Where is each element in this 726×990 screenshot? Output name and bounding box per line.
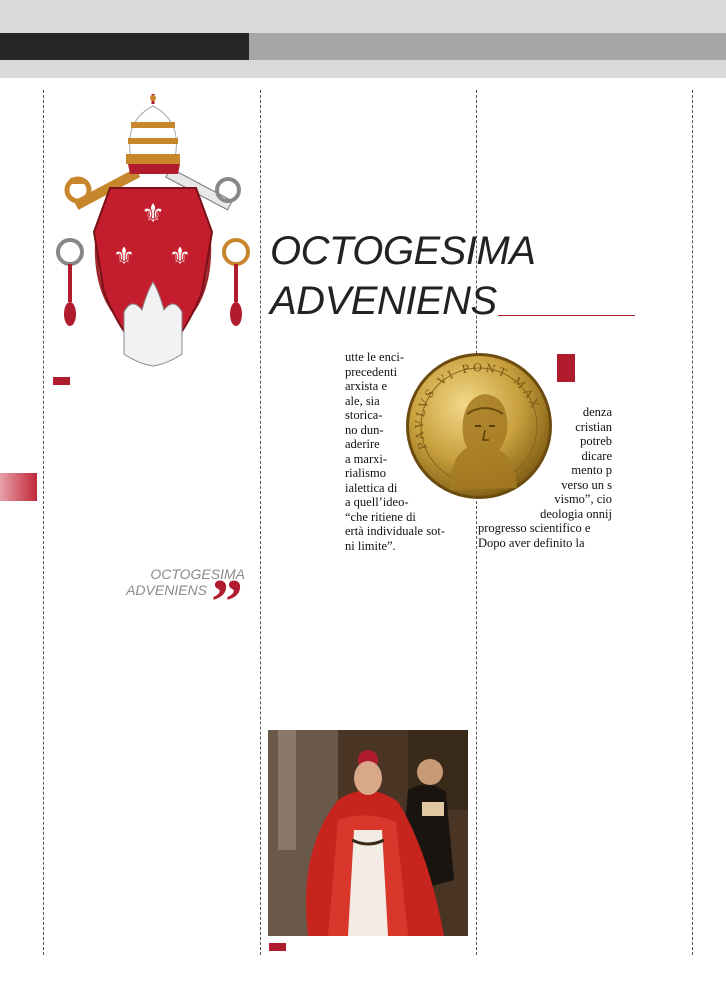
text-line: denza — [582, 405, 612, 419]
text-line: rialismo — [345, 466, 386, 480]
header-light-band — [0, 60, 726, 78]
title-line2: ADVENIENS — [270, 279, 497, 323]
text-line: vismo”, cio — [554, 492, 612, 506]
ring-ornament-icon — [58, 240, 82, 264]
fleur-de-lis-icon: ⚜ — [169, 242, 191, 270]
medal-inscription: PAVLVS VI PONT MAX — [412, 361, 543, 452]
image-caption-marker — [269, 943, 286, 951]
text-line: ni limite”. — [345, 538, 396, 553]
top-gray-band — [0, 0, 726, 33]
header-dark-bar — [0, 33, 249, 60]
text-line: a marxi- — [345, 451, 387, 466]
drop-cap-marker — [557, 354, 575, 382]
text-line: ialettica di — [345, 480, 398, 495]
text-line: cristian — [575, 419, 612, 434]
pull-quote-line1: OCTOGESIMA — [150, 566, 245, 582]
text-line: mento p — [571, 463, 612, 477]
gold-medal-image — [405, 352, 553, 500]
quote-mark-icon: ” — [211, 566, 239, 637]
fleur-de-lis-icon: ⚜ — [141, 199, 165, 229]
text-line: ertà individuale sot- — [345, 524, 445, 538]
coat-of-arms-image — [52, 92, 254, 370]
text-line: arxista e — [345, 379, 387, 393]
text-line: precedenti — [345, 364, 398, 379]
text-line: utte le enci- — [345, 350, 404, 364]
text-line: aderire — [345, 437, 380, 451]
image-caption-marker — [53, 377, 70, 385]
pope-photo-image — [268, 730, 468, 936]
text-line: deologia onnij — [540, 506, 612, 521]
text-line: Dopo aver definito la — [478, 535, 585, 550]
text-line: dicare — [581, 448, 612, 463]
text-line: storica- — [345, 408, 383, 422]
pull-quote-line2: ADVENIENS — [126, 582, 207, 598]
text-line: progresso scientifico e — [478, 521, 591, 535]
column-divider-3 — [476, 90, 477, 955]
text-line: ale, sia — [345, 393, 380, 408]
article-title — [270, 226, 600, 326]
text-line: a quell’ideo- — [345, 495, 409, 509]
text-line: verso un s — [561, 477, 612, 492]
fleur-de-lis-icon: ⚜ — [113, 242, 135, 270]
title-line1: OCTOGESIMA — [270, 229, 536, 273]
ring-ornament-icon — [224, 240, 248, 264]
text-line: potreb — [580, 434, 612, 448]
tiara-icon — [126, 94, 180, 174]
column-divider-2 — [260, 90, 261, 955]
text-line: no dun- — [345, 422, 384, 437]
column-divider-1 — [43, 90, 44, 955]
text-line: “che ritiene di — [345, 509, 416, 524]
title-underline — [498, 315, 635, 316]
side-tab-marker — [0, 473, 37, 501]
column-divider-4 — [692, 90, 693, 955]
header-gray-bar — [249, 33, 726, 60]
